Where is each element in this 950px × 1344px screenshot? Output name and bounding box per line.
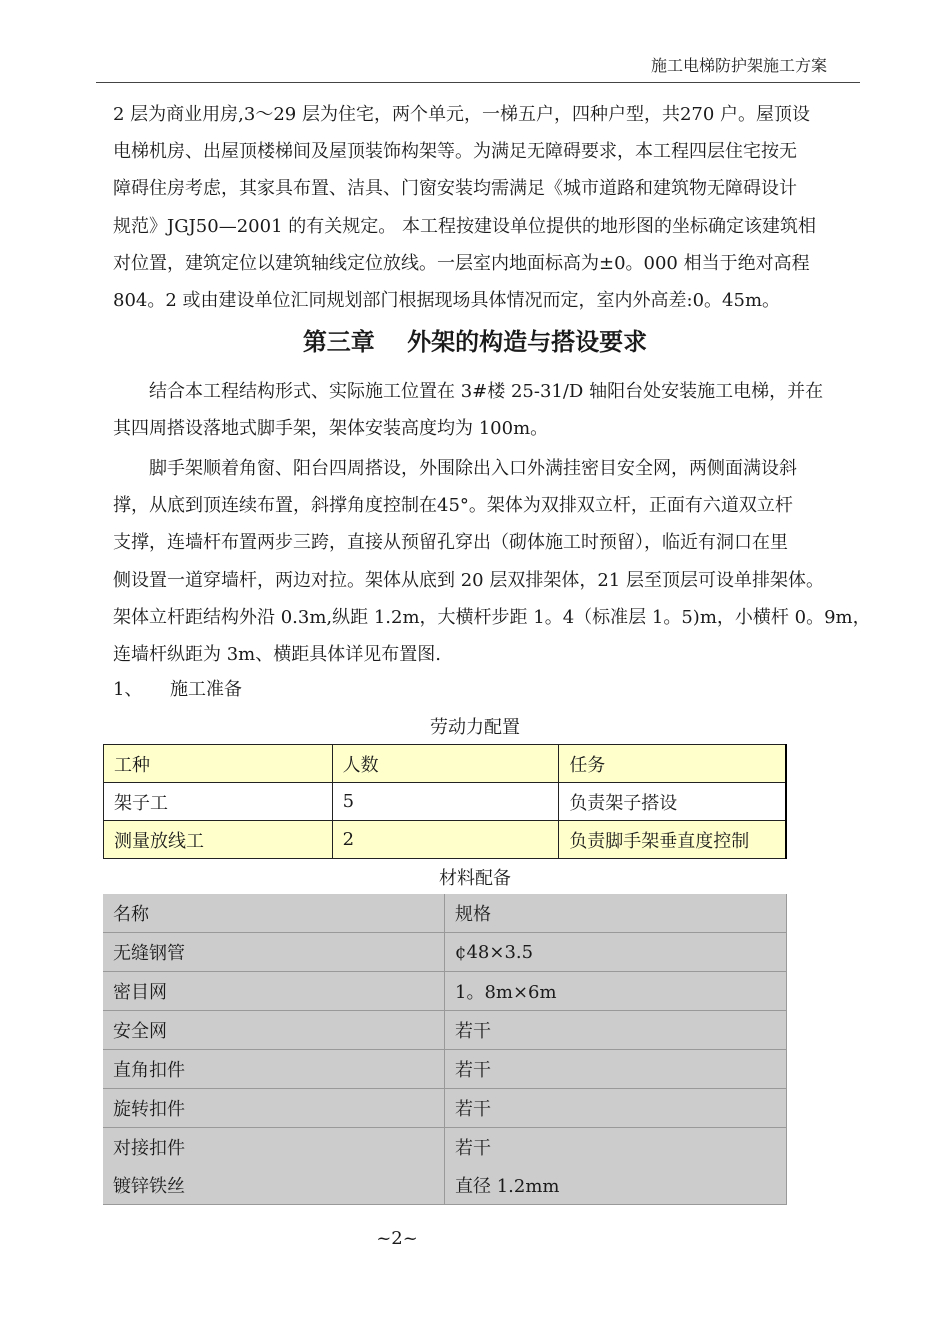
table-header-row — [103, 894, 787, 933]
material-table — [103, 894, 787, 1205]
section-number: 1、 — [113, 679, 143, 700]
table-cell: 旋转扣件 — [103, 1089, 445, 1128]
table-cell: 若干 — [445, 1011, 787, 1050]
table-cell: 负责架子搭设 — [559, 783, 786, 821]
table-cell: 负责脚手架垂直度控制 — [559, 821, 786, 859]
section-heading — [113, 675, 242, 701]
table-cell: 名称 — [103, 894, 445, 933]
text-line: 撑，从底到顶连续布置，斜撑角度控制在45°。架体为双排双立杆，正面有六道双立杆 — [113, 495, 793, 517]
text-line: 2 层为商业用房,3～29 层为住宅，两个单元，一梯五户，四种户型，共270 户。屋顶设 — [113, 104, 811, 125]
table-cell: 直角扣件 — [103, 1050, 445, 1089]
table-cell: 若干 — [445, 1050, 787, 1089]
page-number: ~2~ — [376, 1228, 418, 1249]
table-row — [103, 933, 787, 972]
table-row — [104, 783, 787, 821]
table-cell: 工种 — [104, 745, 333, 783]
table-cell: 架子工 — [104, 783, 333, 821]
running-header: 施工电梯防护架施工方案 — [650, 56, 827, 75]
table-cell: 直径 1.2mm — [445, 1166, 787, 1205]
table-cell: 5 — [332, 783, 559, 821]
table-row — [104, 821, 787, 859]
table-row — [103, 1011, 787, 1050]
text-line: 障碍住房考虑，其家具布置、洁具、门窗安装均需满足《城市道路和建筑物无障碍设计 — [113, 178, 797, 200]
labor-table — [103, 744, 787, 859]
text-line: 电梯机房、出屋顶楼梯间及屋顶装饰构架等。为满足无障碍要求，本工程四层住宅按无 — [113, 141, 797, 163]
table-row — [103, 1089, 787, 1128]
table-cell: 人数 — [332, 745, 559, 783]
header-rule — [96, 82, 860, 83]
table-cell: 安全网 — [103, 1011, 445, 1050]
labor-table-caption: 劳动力配置 — [430, 717, 520, 738]
table-cell: 规格 — [445, 894, 787, 933]
text-line: 连墙杆纵距为 3m、横距具体详见布置图. — [113, 644, 441, 666]
text-line: 804。2 或由建设单位汇同规划部门根据现场具体情况而定，室内外高差:0。45m。 — [113, 290, 781, 312]
table-cell: 对接扣件 — [103, 1128, 445, 1167]
table-cell: 若干 — [445, 1128, 787, 1167]
intro-paragraph — [113, 96, 843, 319]
table-cell: 2 — [332, 821, 559, 859]
table-header-row — [104, 745, 787, 783]
table-row — [103, 972, 787, 1011]
text-line: 架体立杆距结构外沿 0.3m,纵距 1.2m，大横杆步距 1。4（标准层 1。5)m，小横杆 0。9m， — [113, 606, 871, 628]
table-cell: 测量放线工 — [104, 821, 333, 859]
text-line: 支撑，连墙杆布置两步三跨，直接从预留孔穿出（砌体施工时预留），临近有洞口在里 — [113, 532, 788, 554]
table-cell: 镀锌铁丝 — [103, 1166, 445, 1205]
text-line: 对位置，建筑定位以建筑轴线定位放线。一层室内地面标高为±0。000 相当于绝对高程 — [113, 252, 810, 274]
material-table-caption: 材料配备 — [439, 868, 511, 889]
table-cell: 若干 — [445, 1089, 787, 1128]
table-cell: ¢48×3.5 — [445, 933, 787, 972]
table-cell: 任务 — [559, 745, 786, 783]
paragraph-location — [113, 373, 843, 447]
chapter-title: 第三章 外架的构造与搭设要求 — [302, 328, 648, 356]
table-cell: 密目网 — [103, 972, 445, 1011]
text-line: 规范》JGJ50—2001 的有关规定。 本工程按建设单位提供的地形图的坐标确定该建筑相 — [113, 215, 816, 237]
text-line: 其四周搭设落地式脚手架，架体安装高度均为 100m。 — [113, 418, 549, 440]
text-line: 结合本工程结构形式、实际施工位置在 3#楼 25-31/D 轴阳台处安装施工电梯，并在 — [149, 381, 824, 402]
paragraph-scaffold — [113, 450, 871, 673]
table-cell: 无缝钢管 — [103, 933, 445, 972]
text-line: 侧设置一道穿墙杆，两边对拉。架体从底到 20 层双排架体，21 层至顶层可设单排架体。 — [113, 569, 824, 591]
table-row — [103, 1128, 787, 1167]
table-row — [103, 1166, 787, 1205]
text-line: 脚手架顺着角窗、阳台四周搭设，外围除出入口外满挂密目安全网，两侧面满设斜 — [149, 458, 797, 479]
table-cell: 1。8m×6m — [445, 972, 787, 1011]
table-row — [103, 1050, 787, 1089]
section-title: 施工准备 — [170, 679, 242, 700]
